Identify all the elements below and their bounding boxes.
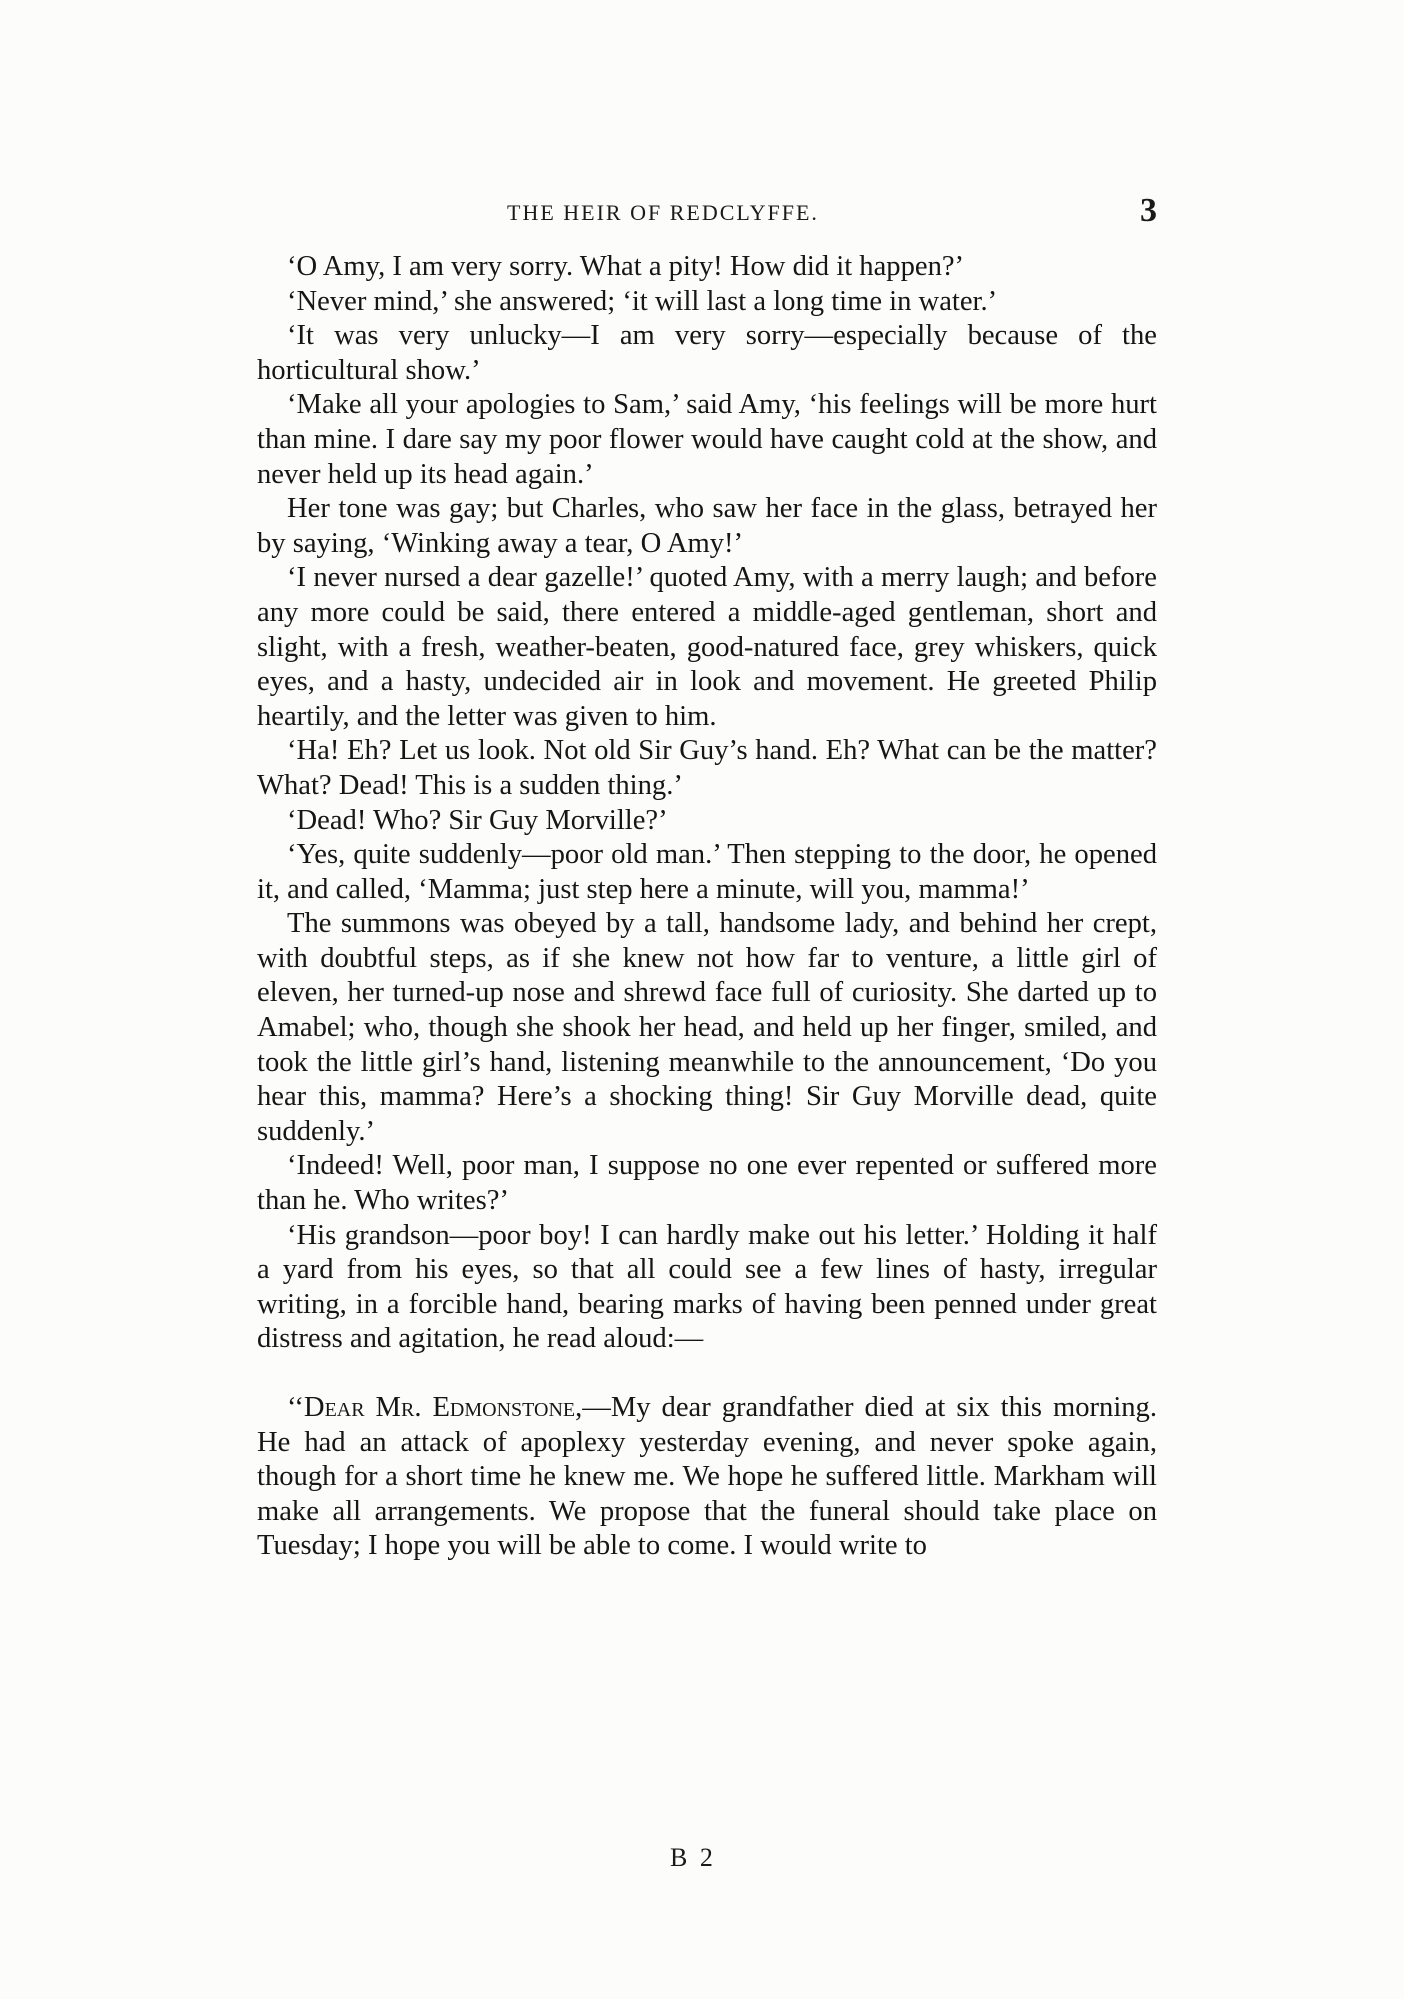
letter-salutation: ‘‘Dear Mr. Edmonstone, xyxy=(287,1392,583,1423)
paragraph: ‘O Amy, I am very sorry. What a pity! How did it happen?’ xyxy=(287,251,965,282)
signature-mark: B 2 xyxy=(670,1843,716,1872)
running-title: THE HEIR OF REDCLYFFE. xyxy=(507,200,819,225)
paragraph: ‘I never nursed a dear gazelle!’ quoted Amy, with a merry laugh; and before any more could be said, there entered a middle-aged gentleman, short and slight, with a fresh, weather-beaten, good-natured face, grey whiskers, quick eyes, and a hasty, undecided air in look and movement. He greeted Philip heartily, and the letter was given to him. xyxy=(257,562,1157,732)
page-number: 3 xyxy=(1140,192,1157,229)
paragraph: ‘Dead! Who? Sir Guy Morville?’ xyxy=(287,804,668,836)
letter-paragraph xyxy=(257,1391,1157,1564)
body-text xyxy=(257,250,1157,1564)
letter-body: —My dear grandfather died at six this morning. He had an attack of apoplexy yesterday evening, and never spoke again, though for a short time he knew me. We hope he suffered little. Markham will make all arrangements. We propose that the funeral should take place on Tuesday; I hope you will be able to come. I would write to xyxy=(257,1392,1158,1562)
paragraph: Her tone was gay; but Charles, who saw her face in the glass, betrayed her by saying, ‘Winking away a tear, O Amy!’ xyxy=(257,493,1157,559)
paragraph: The summons was obeyed by a tall, handsome lady, and behind her crept, with doubtful steps, as if she knew not how far to venture, a little girl of eleven, her turned-up nose and shrewd face full of curiosity. She darted up to Amabel; who, though she shook her head, and held up her finger, smiled, and took the little girl’s hand, listening meanwhile to the announcement, ‘Do you hear this, mamma? Here’s a shocking thing! Sir Guy Morville dead, quite suddenly.’ xyxy=(257,908,1157,1147)
paragraph: ‘Make all your apologies to Sam,’ said Amy, ‘his feelings will be more hurt than mine. I dare say my poor flower would have caught cold at the show, and never held up its head again.’ xyxy=(257,389,1157,490)
paragraph: ‘His grandson—poor boy! I can hardly make out his letter.’ Holding it half a yard from his eyes, so that all could see a few lines of hasty, irregular writing, in a forcible hand, bearing marks of having been penned under great distress and agitation, he read aloud:— xyxy=(257,1219,1157,1355)
paragraph: ‘It was very unlucky—I am very sorry—especially because of the horticultural show.’ xyxy=(257,320,1157,386)
paragraph: ‘Ha! Eh? Let us look. Not old Sir Guy’s hand. Eh? What can be the matter? What? Dead! This is a sudden thing.’ xyxy=(257,735,1157,801)
paragraph: ‘Indeed! Well, poor man, I suppose no one ever repented or suffered more than he. Who writes?’ xyxy=(257,1150,1157,1217)
paragraph: ‘Yes, quite suddenly—poor old man.’ Then stepping to the door, he opened it, and called, ‘Mamma; just step here a minute, will you, mamma!’ xyxy=(257,839,1157,905)
paragraph: ‘Never mind,’ she answered; ‘it will last a long time in water.’ xyxy=(287,285,998,317)
page-header xyxy=(257,192,1157,236)
